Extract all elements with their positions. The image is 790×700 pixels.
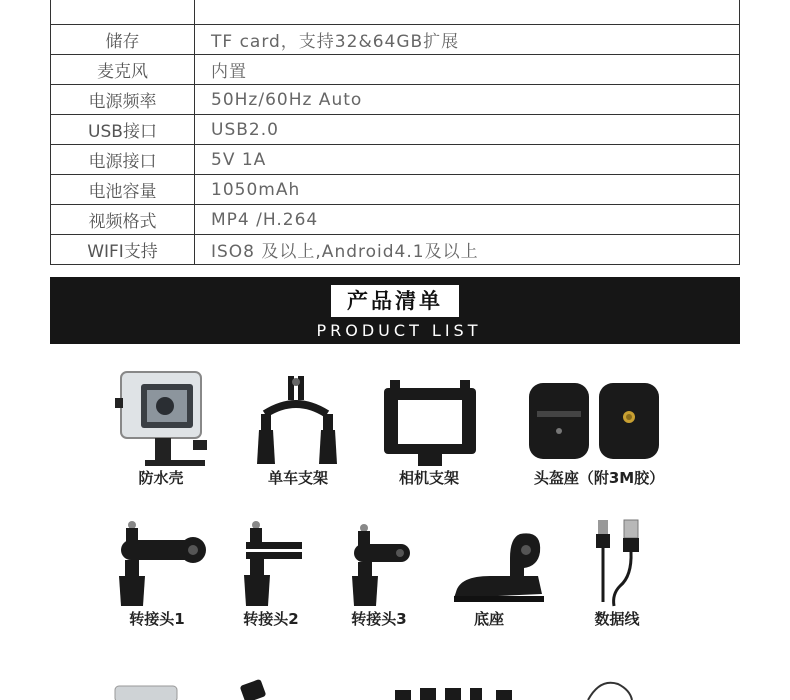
spec-key: 储存 [51, 25, 195, 55]
adapter-2-image [240, 518, 310, 608]
accessory-images-partial [100, 676, 660, 700]
case-partial-image [115, 686, 177, 700]
spec-value: 内置 [195, 55, 740, 85]
table-row [51, 25, 740, 55]
product-label: 防水壳 [138, 469, 184, 487]
spec-value: 5V 1A [195, 145, 740, 175]
spec-value: TF card，支持32&64GB扩展 [195, 25, 740, 55]
spec-value: USB2.0 [195, 115, 740, 145]
table-row [51, 145, 740, 175]
spec-value: 50Hz/60Hz Auto [195, 85, 740, 115]
spec-value: 1050mAh [195, 175, 740, 205]
spec-key: USB接口 [51, 115, 195, 145]
spec-key: WIFI支持 [51, 235, 195, 265]
clip-partial-image-2 [420, 688, 436, 700]
product-label: 转接头2 [243, 610, 299, 628]
data-cable-image [592, 516, 648, 608]
spec-key: 麦克风 [51, 55, 195, 85]
product-label: 单车支架 [267, 469, 329, 487]
adapter-3-image [348, 522, 414, 608]
spec-key: 电源频率 [51, 85, 195, 115]
helmet-mount-image [527, 381, 662, 463]
waterproof-case-image [115, 368, 210, 468]
spec-table [50, 0, 740, 265]
base-image [450, 528, 550, 606]
spec-key: 视频格式 [51, 205, 195, 235]
table-row [51, 115, 740, 145]
clip-partial-image-5 [496, 690, 512, 700]
table-row [51, 55, 740, 85]
lanyard-partial-image [588, 683, 632, 700]
spec-key: 电池容量 [51, 175, 195, 205]
clip-partial-image-4 [470, 688, 482, 700]
product-label: 底座 [473, 610, 505, 628]
section-subtitle: PRODUCT LIST [316, 321, 482, 340]
table-row [51, 235, 740, 265]
clip-partial-image [395, 690, 411, 700]
product-label: 数据线 [594, 610, 640, 628]
table-row [51, 205, 740, 235]
product-label: 转接头3 [351, 610, 407, 628]
bike-mount-image [255, 374, 340, 468]
spec-value [195, 0, 740, 25]
strap-partial-image [240, 679, 267, 700]
adapter-1-image [117, 518, 209, 608]
table-row [51, 85, 740, 115]
section-title: 产品清单 [331, 285, 459, 317]
table-row [51, 175, 740, 205]
spec-key [51, 0, 195, 25]
product-label: 头盔座（附3M胶） [533, 469, 665, 487]
clip-partial-image-3 [445, 688, 461, 700]
camera-frame-image [380, 380, 480, 468]
table-row [51, 0, 740, 25]
product-label: 转接头1 [129, 610, 185, 628]
spec-value: MP4 /H.264 [195, 205, 740, 235]
product-label: 相机支架 [398, 469, 460, 487]
spec-value: ISO8 及以上,Android4.1及以上 [195, 235, 740, 265]
spec-key: 电源接口 [51, 145, 195, 175]
